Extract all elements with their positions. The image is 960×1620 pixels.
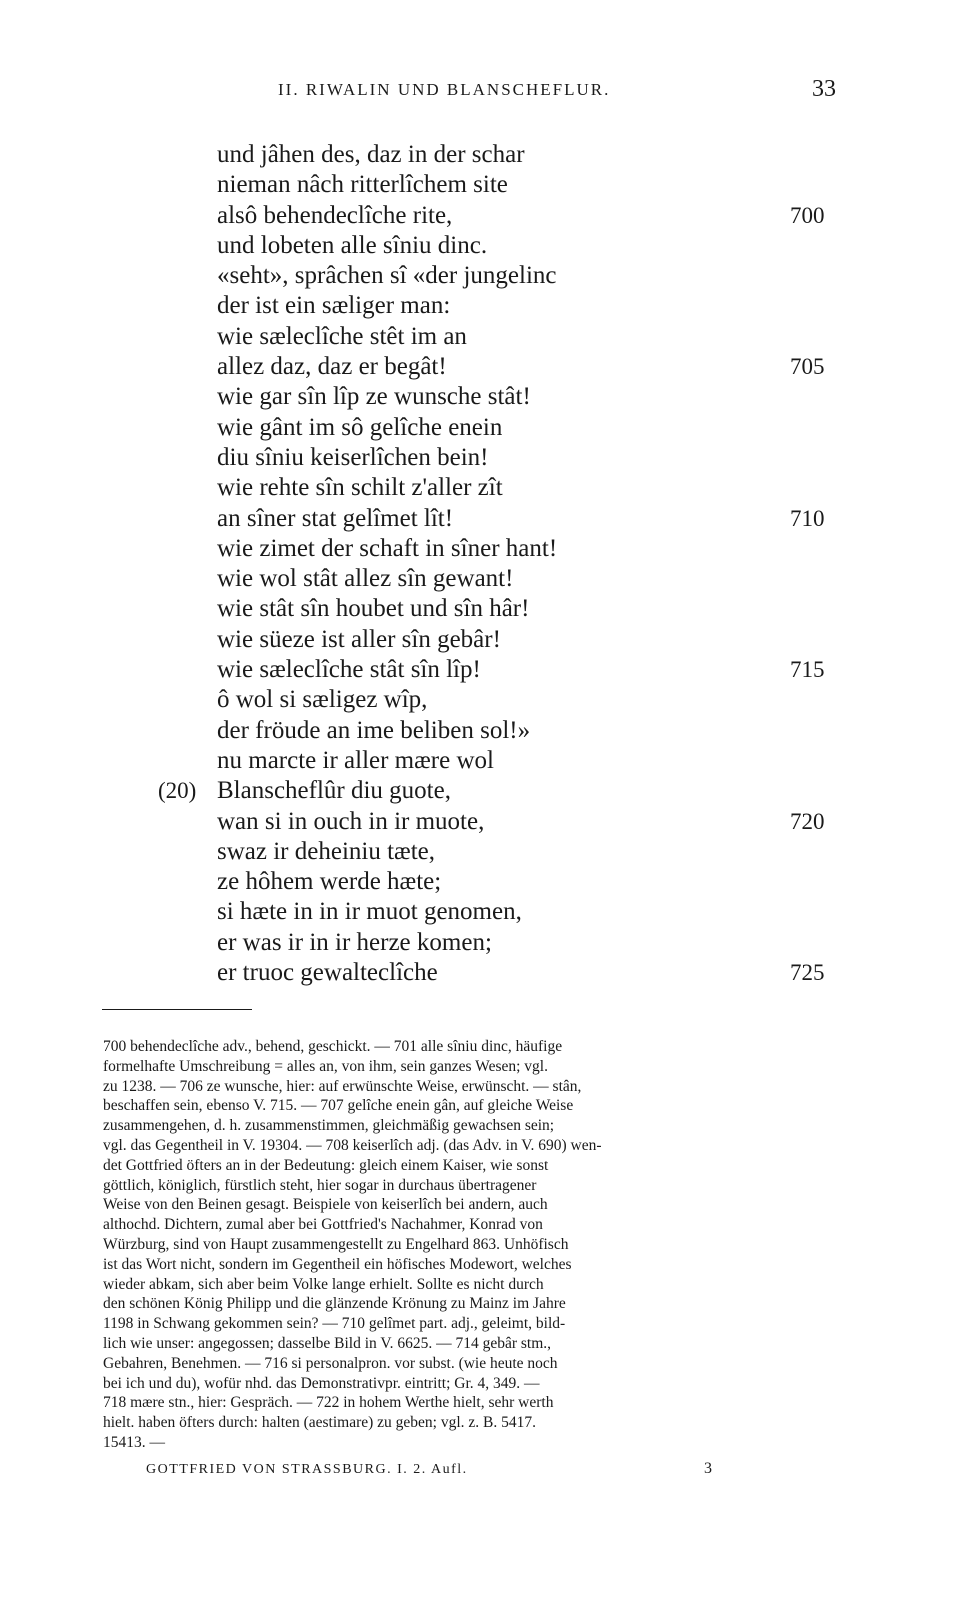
verse-line <box>0 807 960 837</box>
verse-text: «seht», sprâchen sî «der jungelinc <box>217 262 557 290</box>
footnote-line: althochd. Dichtern, zumal aber bei Gottfried's Nachahmer, Konrad von <box>103 1216 543 1234</box>
verse-line <box>0 140 960 170</box>
verse-line <box>0 382 960 412</box>
verse-line <box>0 867 960 897</box>
verse-line <box>0 685 960 715</box>
verse-line <box>0 534 960 564</box>
verse-line <box>0 170 960 200</box>
verse-line <box>0 776 960 806</box>
footnote-line: vgl. das Gegentheil in V. 19304. — 708 keiserlîch adj. (das Adv. in V. 690) wen- <box>103 1136 602 1154</box>
verse-text: wie sæleclîche stât sîn lîp! <box>217 656 481 684</box>
sheet-number: 3 <box>704 1460 712 1477</box>
footnote-divider <box>102 1009 252 1010</box>
verse-line <box>0 625 960 655</box>
verse-text: wie zimet der schaft in sîner hant! <box>217 534 558 562</box>
verse-number: 725 <box>790 960 825 986</box>
verse-text: Blanscheflûr diu guote, <box>217 777 451 805</box>
verse-line <box>0 837 960 867</box>
verse-line <box>0 231 960 261</box>
footnote-line: det Gottfried öfters an in der Bedeutung: gleich einem Kaiser, wie sonst <box>103 1156 549 1174</box>
footnote-line: göttlich, königlich, fürstlich steht, hier sogar in durchaus übertragener <box>103 1176 537 1194</box>
verse-text: nu marcte ir aller mære wol <box>217 746 494 774</box>
verse-text: und jâhen des, daz in der schar <box>217 141 525 168</box>
footnote-line: 700 behendeclîche adv., behend, geschickt. — 701 alle sîniu dinc, häufige <box>103 1038 563 1055</box>
verse-number: 710 <box>790 505 825 531</box>
footnote-line: formelhafte Umschreibung = alles an, von ihm, sein ganzes Wesen; vgl. <box>103 1057 548 1075</box>
verse-line <box>0 201 960 231</box>
running-title: II. RIWALIN UND BLANSCHEFLUR. <box>278 80 611 99</box>
footnote-line: 1198 in Schwang gekommen sein? — 710 gelîmet part. adj., geleimt, bild- <box>103 1315 566 1333</box>
verse-text: wie wol stât allez sîn gewant! <box>217 565 514 593</box>
footnote-line: lich wie unser: angegossen; dasselbe Bild in V. 6625. — 714 gebâr stm., <box>103 1334 552 1352</box>
verse-text: wie stât sîn houbet und sîn hâr! <box>217 595 530 623</box>
verse-block <box>0 140 960 988</box>
footnote-line: 15413. — <box>103 1433 165 1451</box>
verse-text: an sîner stat gelîmet lît! <box>217 504 454 532</box>
verse-text: wie gar sîn lîp ze wunsche stât! <box>217 383 531 411</box>
verse-text: ô wol si sæligez wîp, <box>217 686 428 714</box>
verse-number: 700 <box>790 202 825 228</box>
verse-text: wan si in ouch in ir muote, <box>217 807 485 835</box>
footnote-line: Gebahren, Benehmen. — 716 si personalpron. vor subst. (wie heute noch <box>103 1354 558 1372</box>
footnotes <box>103 1037 831 1453</box>
verse-text: diu sîniu keiserlîchen bein! <box>217 443 489 471</box>
verse-line <box>0 564 960 594</box>
verse-text: ze hôhem werde hæte; <box>217 868 442 896</box>
footnote-line: beschaffen sein, ebenso V. 715. — 707 gelîche enein gân, auf gleiche Weise <box>103 1097 574 1115</box>
footnote-line: hielt. haben öfters durch: halten (aestimare) zu geben; vgl. z. B. 5417. <box>103 1414 536 1432</box>
verse-number: 720 <box>790 808 825 834</box>
verse-text: und lobeten alle sîniu dinc. <box>217 231 488 259</box>
verse-line <box>0 261 960 291</box>
verse-line <box>0 655 960 685</box>
footer-signature: GOTTFRIED VON STRASSBURG. I. 2. Aufl. <box>146 1462 468 1477</box>
verse-line <box>0 897 960 927</box>
verse-line <box>0 716 960 746</box>
verse-text: alsô behendeclîche rite, <box>217 201 453 229</box>
verse-text: swaz ir deheiniu tæte, <box>217 837 435 865</box>
footnote-line: wieder abkam, sich aber beim Volke lange erhielt. Sollte es nicht durch <box>103 1275 544 1293</box>
verse-text: si hæte in in ir muot genomen, <box>217 898 522 926</box>
verse-text: nieman nâch ritterlîchem site <box>217 171 508 199</box>
verse-line <box>0 291 960 321</box>
verse-line <box>0 594 960 624</box>
page-footer <box>0 1462 960 1486</box>
verse-line <box>0 746 960 776</box>
verse-line <box>0 352 960 382</box>
verse-text: wie gânt im sô gelîche enein <box>217 413 503 441</box>
verse-source-marker: (20) <box>158 778 197 804</box>
verse-text: allez daz, daz er begât! <box>217 353 447 381</box>
footnote-line: Würzburg, sind von Haupt zusammengestellt zu Engelhard 863. Unhöfisch <box>103 1235 569 1253</box>
verse-line <box>0 443 960 473</box>
footnote-line: den schönen König Philipp und die glänzende Krönung zu Mainz im Jahre <box>103 1295 566 1313</box>
verse-line <box>0 928 960 958</box>
verse-line <box>0 322 960 352</box>
verse-text: der ist ein sæliger man: <box>217 292 451 320</box>
verse-number: 705 <box>790 354 825 380</box>
verse-line <box>0 473 960 503</box>
running-header <box>0 76 960 110</box>
footnote-line: zusammengehen, d. h. zusammenstimmen, gleichmäßig gewachsen sein; <box>103 1117 555 1135</box>
verse-line <box>0 413 960 443</box>
footnote-line: ist das Wort nicht, sondern im Gegentheil ein höfisches Modewort, welches <box>103 1255 572 1273</box>
verse-line <box>0 958 960 988</box>
verse-text: der fröude an ime beliben sol!» <box>217 716 531 744</box>
footnote-line: zu 1238. — 706 ze wunsche, hier: auf erwünschte Weise, erwünscht. — stân, <box>103 1077 582 1095</box>
verse-number: 715 <box>790 657 825 683</box>
verse-text: er truoc gewalteclîche <box>217 959 438 987</box>
verse-text: wie rehte sîn schilt z'aller zît <box>217 474 503 502</box>
footnote-line: bei ich und du), wofür nhd. das Demonstrativpr. eintritt; Gr. 4, 349. — <box>103 1374 540 1392</box>
footnote-line: Weise von den Beinen gesagt. Beispiele von keiserlîch bei andern, auch <box>103 1196 548 1214</box>
verse-text: wie sæleclîche stêt im an <box>217 322 467 350</box>
verse-text: wie süeze ist aller sîn gebâr! <box>217 625 501 653</box>
footnote-line: 718 mære stn., hier: Gespräch. — 722 in hohem Werthe hielt, sehr werth <box>103 1394 554 1412</box>
verse-text: er was ir in ir herze komen; <box>217 928 492 956</box>
page-number: 33 <box>812 76 836 102</box>
verse-line <box>0 504 960 534</box>
